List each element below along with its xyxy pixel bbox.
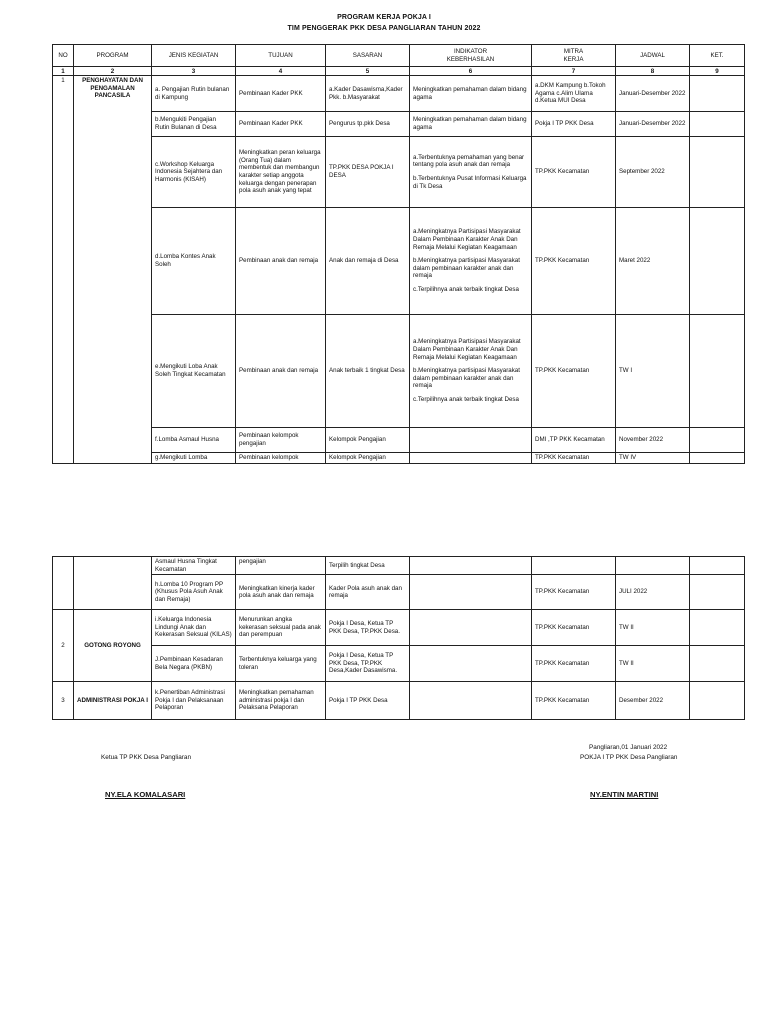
cell-indikator bbox=[410, 575, 532, 610]
cell-kegiatan: k.Penertiban Administrasi Pokja I dan Pelaksanaan Pelaporan bbox=[152, 682, 236, 720]
table-row bbox=[53, 315, 745, 428]
col-number: 3 bbox=[152, 67, 236, 76]
indikator-line: c.Terpilihnya anak terbaik tingkat Desa bbox=[413, 395, 519, 403]
cell-mitra: TP.PKK Kecamatan bbox=[532, 575, 616, 610]
cell-tujuan: Pembinaan Kader PKK bbox=[236, 112, 326, 137]
left-signatory-name: NY.ELA KOMALASARI bbox=[105, 790, 186, 799]
table-row bbox=[53, 428, 745, 453]
cell-mitra: a.DKM Kampung b.Tokoh Agama c.Alim Ulama d.Ketua MUI Desa bbox=[532, 76, 616, 112]
column-number-row bbox=[53, 67, 745, 76]
cell-jadwal: TW I bbox=[616, 315, 690, 428]
cell-kegiatan: c.Workshop Keluarga Indonesia Sejahtera dan Harmonis (KISAH) bbox=[152, 137, 236, 208]
cell-kegiatan: d.Lomba Kontes Anak Soleh bbox=[152, 208, 236, 315]
program-number bbox=[53, 557, 74, 610]
cell-indikator bbox=[410, 682, 532, 720]
cell-jadwal: JULI 2022 bbox=[616, 575, 690, 610]
cell-kegiatan: h.Lomba 10 Program PP (Khusus Pola Asuh Anak dan Remaja) bbox=[152, 575, 236, 610]
col-number: 7 bbox=[532, 67, 616, 76]
cell-mitra: TP.PKK Kecamatan bbox=[532, 315, 616, 428]
col-header-program: PROGRAM bbox=[74, 45, 152, 67]
col-header-no: NO bbox=[53, 45, 74, 67]
col-number: 5 bbox=[326, 67, 410, 76]
cell-tujuan: Menurunkan angka kekerasan seksual pada anak dan perempuan bbox=[236, 610, 326, 646]
cell-jadwal: TW IV bbox=[616, 453, 690, 464]
program-name: ADMINISTRASI POKJA I bbox=[74, 682, 152, 720]
cell-indikator bbox=[410, 557, 532, 575]
cell-mitra bbox=[532, 557, 616, 575]
place-date: Pangliaran,01 Januari 2022 bbox=[589, 744, 668, 751]
cell-mitra: Pokja I TP PKK Desa bbox=[532, 112, 616, 137]
cell-jadwal: Desember 2022 bbox=[616, 682, 690, 720]
cell-ket bbox=[690, 112, 745, 137]
cell-ket bbox=[690, 428, 745, 453]
col-header-tujuan: TUJUAN bbox=[236, 45, 326, 67]
cell-indikator bbox=[410, 137, 532, 208]
cell-indikator bbox=[410, 453, 532, 464]
cell-jadwal: Januari-Desember 2022 bbox=[616, 112, 690, 137]
cell-tujuan: Pembinaan Kader PKK bbox=[236, 76, 326, 112]
document-title: PROGRAM KERJA POKJA I bbox=[337, 14, 431, 21]
cell-sasaran: Kader Pola asuh anak dan remaja bbox=[326, 575, 410, 610]
program-name bbox=[74, 557, 152, 610]
col-number: 1 bbox=[53, 67, 74, 76]
program-table-page1 bbox=[52, 44, 745, 464]
cell-ket bbox=[690, 208, 745, 315]
cell-sasaran: Anak dan remaja di Desa bbox=[326, 208, 410, 315]
cell-ket bbox=[690, 315, 745, 428]
table-row bbox=[53, 682, 745, 720]
indikator-line: c.Terpilihnya anak terbaik tingkat Desa bbox=[413, 285, 519, 293]
indikator-line: Meningkatkan pemahaman dalam bidang agama bbox=[413, 116, 527, 131]
program-table-page2 bbox=[52, 556, 745, 720]
table-row bbox=[53, 453, 745, 464]
cell-sasaran: Pengurus tp.pkk Desa bbox=[326, 112, 410, 137]
indikator-line: b.Meningkatnya partisipasi Masyarakat dalam pembinaan karakter anak dan remaja bbox=[413, 367, 520, 390]
cell-jadwal: TW II bbox=[616, 610, 690, 646]
indikator-line: a.Meningkatnya Partisipasi Masyarakat Dalam Pembinaan Karakter Anak Dan Remaja Melalui Kegiatan Keagamaan bbox=[413, 228, 521, 251]
indikator-line: a.Meningkatnya Partisipasi Masyarakat Dalam Pembinaan Karakter Anak Dan Remaja Melalui Kegiatan Keagamaan bbox=[413, 338, 521, 361]
cell-jadwal: November 2022 bbox=[616, 428, 690, 453]
cell-tujuan: Meningkatkan peran keluarga (Orang Tua) dalam membentuk dan membangun karakter setiap anggota keluarga dengan penerapan pola asuh anak yang tepat bbox=[236, 137, 326, 208]
cell-sasaran: Pokja I Desa, Ketua TP PKK Desa, TP.PKK Desa,Kader Dasawisma. bbox=[326, 646, 410, 682]
cell-mitra: TP.PKK Kecamatan bbox=[532, 137, 616, 208]
cell-kegiatan: f.Lomba Asmaul Husna bbox=[152, 428, 236, 453]
cell-ket bbox=[690, 575, 745, 610]
table-row bbox=[53, 646, 745, 682]
cell-tujuan: pengajian bbox=[236, 557, 326, 575]
cell-sasaran: Kelompok Pengajian bbox=[326, 428, 410, 453]
col-number: 9 bbox=[690, 67, 745, 76]
col-header-jenis-kegiatan: JENIS KEGIATAN bbox=[152, 45, 236, 67]
cell-indikator bbox=[410, 208, 532, 315]
program-number: 3 bbox=[53, 682, 74, 720]
right-signature-role: POKJA I TP PKK Desa Pangliaran bbox=[580, 754, 678, 761]
cell-tujuan: Pembinaan kelompok pengajian bbox=[236, 428, 326, 453]
col-header-sasaran: SASARAN bbox=[326, 45, 410, 67]
cell-ket bbox=[690, 453, 745, 464]
cell-jadwal: Maret 2022 bbox=[616, 208, 690, 315]
cell-tujuan: Pembinaan anak dan remaja bbox=[236, 208, 326, 315]
program-name: PENGHAYATAN DAN PENGAMALAN PANCASILA bbox=[74, 76, 152, 464]
col-header-jadwal: JADWAL bbox=[616, 45, 690, 67]
cell-kegiatan: g.Mengikuti Lomba bbox=[152, 453, 236, 464]
table-row bbox=[53, 610, 745, 646]
table-row bbox=[53, 112, 745, 137]
cell-tujuan: Terbentuknya keluarga yang toleran bbox=[236, 646, 326, 682]
col-header-indikator: INDIKATOR KEBERHASILAN bbox=[410, 45, 532, 67]
program-number: 2 bbox=[53, 610, 74, 682]
cell-ket bbox=[690, 646, 745, 682]
table-row bbox=[53, 137, 745, 208]
cell-mitra: TP.PKK Kecamatan bbox=[532, 453, 616, 464]
cell-indikator bbox=[410, 610, 532, 646]
cell-ket bbox=[690, 76, 745, 112]
cell-sasaran: TP.PKK DESA POKJA I DESA bbox=[326, 137, 410, 208]
cell-mitra: TP.PKK Kecamatan bbox=[532, 208, 616, 315]
cell-kegiatan: e.Mengikuti Loba Anak Soleh Tingkat Kecamatan bbox=[152, 315, 236, 428]
cell-jadwal: TW II bbox=[616, 646, 690, 682]
cell-mitra: TP.PKK Kecamatan bbox=[532, 646, 616, 682]
cell-tujuan: Meningkatkan pemahaman administrasi pokja I dan Pelaksana Pelaporan bbox=[236, 682, 326, 720]
indikator-line: b.Meningkatnya partisipasi Masyarakat dalam pembinaan karakter anak dan remaja bbox=[413, 257, 520, 280]
indikator-line: a.Terbentuknya pemahaman yang benar tentang pola asuh anak dan remaja bbox=[413, 153, 525, 169]
cell-jadwal: Januari-Desember 2022 bbox=[616, 76, 690, 112]
table-row bbox=[53, 76, 745, 112]
col-number: 8 bbox=[616, 67, 690, 76]
indikator-line: b.Terbentuknya Pusat Informasi Keluarga di Tk Desa bbox=[413, 175, 527, 190]
cell-kegiatan: J.Pembinaan Kesadaran Bela Negara (PKBN) bbox=[152, 646, 236, 682]
cell-mitra: TP.PKK Kecamatan bbox=[532, 682, 616, 720]
cell-ket bbox=[690, 682, 745, 720]
cell-sasaran: Pokja I TP PKK Desa bbox=[326, 682, 410, 720]
table-row bbox=[53, 208, 745, 315]
cell-mitra: TP.PKK Kecamatan bbox=[532, 610, 616, 646]
cell-sasaran: Kelompok Pengajian bbox=[326, 453, 410, 464]
cell-sasaran: Anak terbaik 1 tingkat Desa bbox=[326, 315, 410, 428]
cell-kegiatan: Asmaul Husna Tingkat Kecamatan bbox=[152, 557, 236, 575]
cell-ket bbox=[690, 137, 745, 208]
cell-indikator bbox=[410, 646, 532, 682]
cell-tujuan: Pembinaan kelompok bbox=[236, 453, 326, 464]
left-signature-role: Ketua TP PKK Desa Pangliaran bbox=[101, 754, 191, 761]
cell-indikator bbox=[410, 76, 532, 112]
cell-indikator bbox=[410, 428, 532, 453]
table-row bbox=[53, 557, 745, 575]
cell-tujuan: Meningkatkan kinerja kader pola asuh anak dan remaja bbox=[236, 575, 326, 610]
cell-kegiatan: a. Pengajian Rutin bulanan di Kampung bbox=[152, 76, 236, 112]
col-number: 6 bbox=[410, 67, 532, 76]
col-number: 2 bbox=[74, 67, 152, 76]
cell-sasaran: a.Kader Dasawisma,Kader Pkk. b.Masyarakat bbox=[326, 76, 410, 112]
cell-ket bbox=[690, 610, 745, 646]
cell-mitra: DMI ,TP PKK Kecamatan bbox=[532, 428, 616, 453]
cell-kegiatan: i.Keluarga Indonesia Lindungi Anak dan Kekerasan Seksual (KILAS) bbox=[152, 610, 236, 646]
indikator-line: Meningkatkan pemahaman dalam bidang agama bbox=[413, 85, 527, 101]
table-row bbox=[53, 575, 745, 610]
program-number: 1 bbox=[53, 76, 74, 464]
cell-kegiatan: b.Mengukiti Pengajian Rutin Bulanan di Desa bbox=[152, 112, 236, 137]
cell-jadwal bbox=[616, 557, 690, 575]
cell-indikator bbox=[410, 112, 532, 137]
program-name: GOTONG ROYONG bbox=[74, 610, 152, 682]
col-number: 4 bbox=[236, 67, 326, 76]
cell-ket bbox=[690, 557, 745, 575]
cell-jadwal: September 2022 bbox=[616, 137, 690, 208]
cell-indikator bbox=[410, 315, 532, 428]
cell-sasaran: Terpilih tingkat Desa bbox=[326, 557, 410, 575]
right-signatory-name: NY.ENTIN MARTINI bbox=[590, 790, 659, 799]
col-header-ket: KET. bbox=[690, 45, 745, 67]
cell-sasaran: Pokja I Desa, Ketua TP PKK Desa, TP.PKK Desa. bbox=[326, 610, 410, 646]
header-row bbox=[53, 45, 745, 67]
cell-tujuan: Pembinaan anak dan remaja bbox=[236, 315, 326, 428]
document-subtitle: TIM PENGGERAK PKK DESA PANGLIARAN TAHUN 2022 bbox=[287, 25, 481, 32]
col-header-mitra: MITRA KERJA bbox=[532, 45, 616, 67]
